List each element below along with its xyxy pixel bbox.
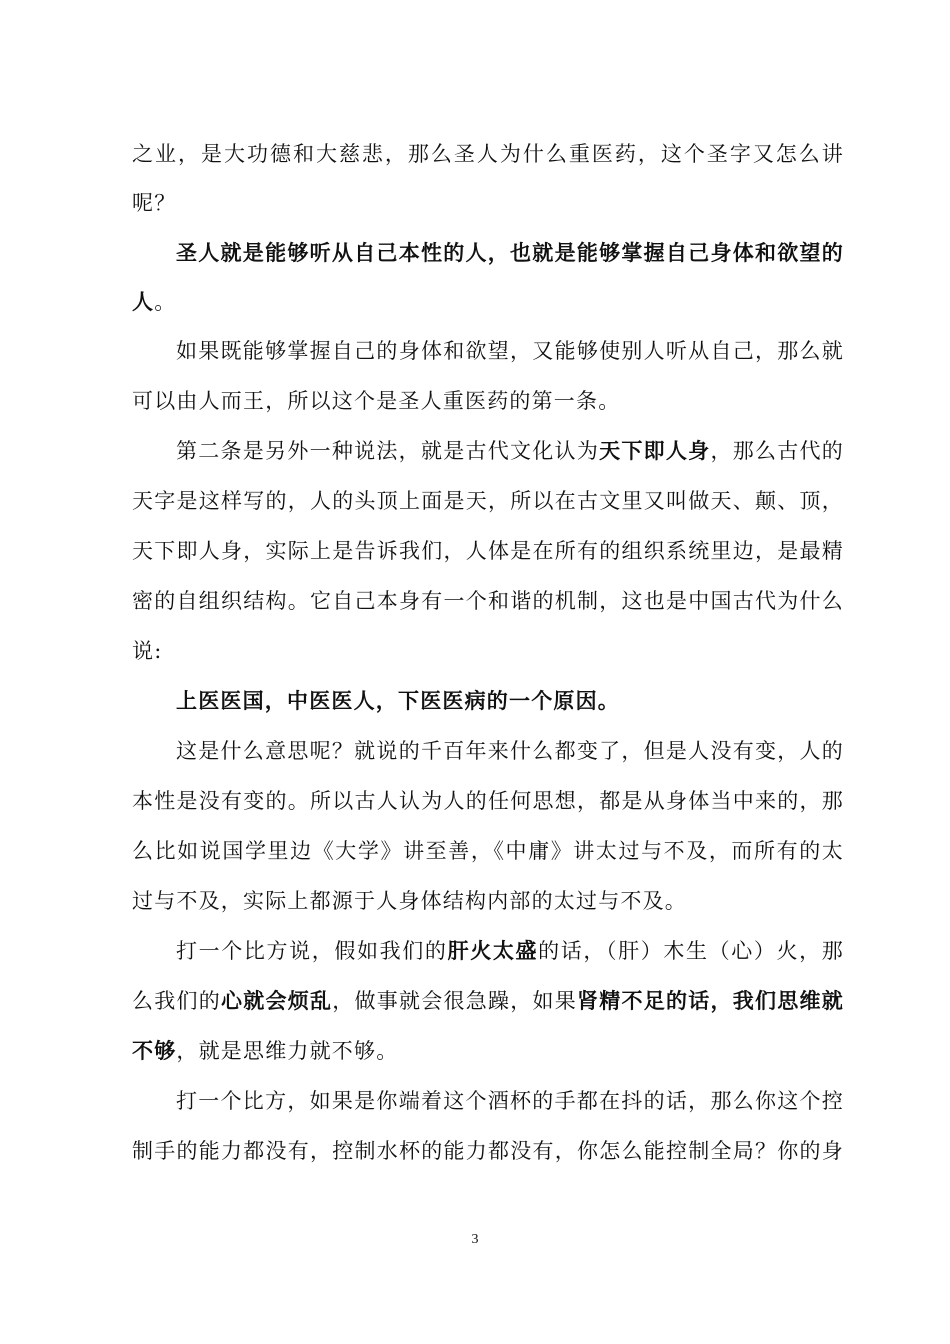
text-segment: 。: [154, 290, 177, 314]
text-segment: ，就是思维力就不够。: [176, 1039, 399, 1063]
text-segment: 密的自组织结构。它自己本身有一个和谐的机制，这也是中国古代为什么: [132, 589, 844, 613]
text-line: [132, 584, 844, 618]
text-segment: 可以由人而王，所以这个是圣人重医药的第一条。: [132, 389, 621, 413]
text-line: [132, 834, 844, 868]
text-line: [132, 186, 176, 220]
text-segment: 说:: [132, 639, 163, 663]
text-segment: 本性是没有变的。所以古人认为人的任何思想，都是从身体当中来的，那: [132, 789, 844, 813]
text-segment: 么比如说国学里边《大学》讲至善，《中庸》讲太过与不及，而所有的太: [132, 839, 844, 863]
bold-text-segment: 人: [132, 289, 155, 314]
text-segment: 打一个比方说，假如我们的: [176, 939, 448, 963]
text-segment: 第二条是另外一种说法，就是古代文化认为: [176, 439, 600, 463]
text-line: [176, 1084, 844, 1118]
text-segment: 之业，是大功德和大慈悲，那么圣人为什么重医药，这个圣字又怎么讲: [132, 142, 844, 166]
text-line: [132, 534, 844, 568]
text-segment: 如果既能够掌握自己的身体和欲望，又能够使别人听从自己，那么就: [176, 339, 844, 363]
text-line: [176, 434, 844, 468]
text-segment: 上医医国，中医医人，下医医病的一个原因。: [176, 688, 620, 713]
text-segment: 天字是这样写的，人的头顶上面是天，所以在古文里又叫做天、颠、顶，: [132, 489, 844, 513]
text-line: [132, 384, 620, 418]
text-line: [132, 634, 162, 668]
text-segment: 过与不及，实际上都源于人身体结构内部的太过与不及。: [132, 889, 687, 913]
page-number: 3: [471, 1232, 479, 1247]
text-line: [132, 1134, 844, 1168]
bold-text-segment: 不够: [132, 1038, 177, 1063]
text-line: [132, 984, 844, 1018]
text-segment: 天下即人身，实际上是告诉我们，人体是在所有的组织系统里边，是最精: [132, 539, 844, 563]
text-segment: 么我们的: [132, 989, 222, 1013]
text-line: [132, 784, 844, 818]
text-line: [132, 484, 844, 518]
bold-text-line: [176, 236, 844, 270]
text-line: [132, 1034, 398, 1068]
text-line: [132, 285, 176, 319]
bold-text-segment: 天下即人身: [599, 438, 711, 463]
text-segment: 呢？: [132, 191, 177, 215]
text-line: [176, 334, 844, 368]
text-segment: 的话，（肝）木生（心）火，那: [538, 939, 844, 963]
bold-text-segment: 肾精不足的话，我们思维就: [577, 988, 845, 1013]
text-line: [132, 884, 687, 918]
text-segment: 制手的能力都没有，控制水杯的能力都没有，你怎么能控制全局？你的身: [132, 1139, 844, 1163]
text-segment: 打一个比方，如果是你端着这个酒杯的手都在抖的话，那么你这个控: [176, 1089, 844, 1113]
text-segment: 这是什么意思呢？就说的千百年来什么都变了，但是人没有变，人的: [176, 739, 844, 763]
text-segment: ，做事就会很急躁，如果: [332, 989, 578, 1013]
text-line: [132, 137, 844, 171]
text-segment: ，那么古代的: [710, 439, 844, 463]
bold-text-segment: 肝火太盛: [447, 938, 539, 963]
text-line: [176, 934, 844, 968]
bold-text-segment: 心就会烦乱: [221, 988, 333, 1013]
text-line: [176, 734, 844, 768]
text-segment: 圣人就是能够听从自己本性的人，也就是能够掌握自己身体和欲望的: [176, 240, 844, 265]
bold-text-line: [176, 684, 620, 718]
